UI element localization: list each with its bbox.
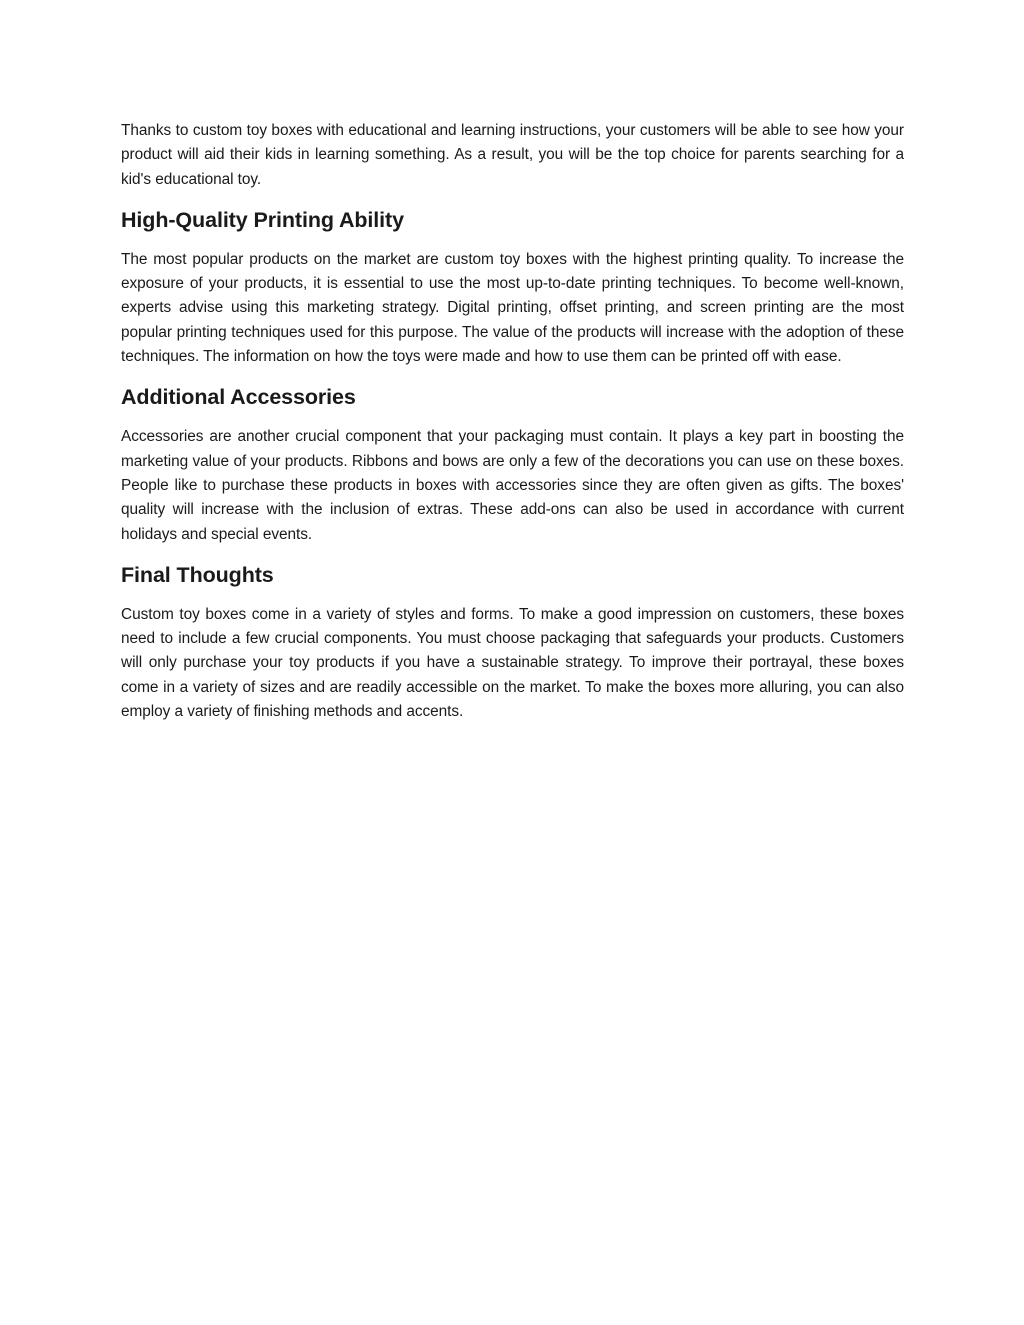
section-heading-printing: High-Quality Printing Ability [121, 207, 404, 232]
section-body-accessories: Accessories are another crucial component that your packaging must contain. It plays a key part in boosting the marketing value of your products. Ribbons and bows are only a few of the decorations you can use on these boxes. People like to purchase these products in boxes with accessories since they are often given as gifts. The boxes' quality will increase with the inclusion of extras. These add-ons can also be used in accordance with current holidays and special events. [121, 428, 904, 543]
section-heading-accessories: Additional Accessories [121, 385, 356, 410]
intro-paragraph: Thanks to custom toy boxes with educational and learning instructions, your customers will be able to see how your product will aid their kids in learning something. As a result, you will be the top choice for parents searching for a kid's educational toy. [121, 122, 904, 188]
section-body-final-thoughts: Custom toy boxes come in a variety of styles and forms. To make a good impression on customers, these boxes need to include a few crucial components. You must choose packaging that safeguards your products. Customers will only purchase your toy products if you have a sustainable strategy. To improve their portrayal, these boxes come in a variety of sizes and are readily accessible on the market. To make the boxes more alluring, you can also employ a variety of finishing methods and accents. [121, 605, 904, 721]
section-body-printing: The most popular products on the market are custom toy boxes with the highest printing quality. To increase the exposure of your products, it is essential to use the most up-to-date printing techniques. To become well-known, experts advise using this marketing strategy. Digital printing, offset printing, and screen printing are the most popular printing techniques used for this purpose. The value of the products will increase with the adoption of these techniques. The information on how the toys were made and how to use them can be printed off with ease. [121, 250, 904, 366]
document-page [121, 119, 904, 724]
section-heading-final-thoughts: Final Thoughts [121, 562, 274, 587]
